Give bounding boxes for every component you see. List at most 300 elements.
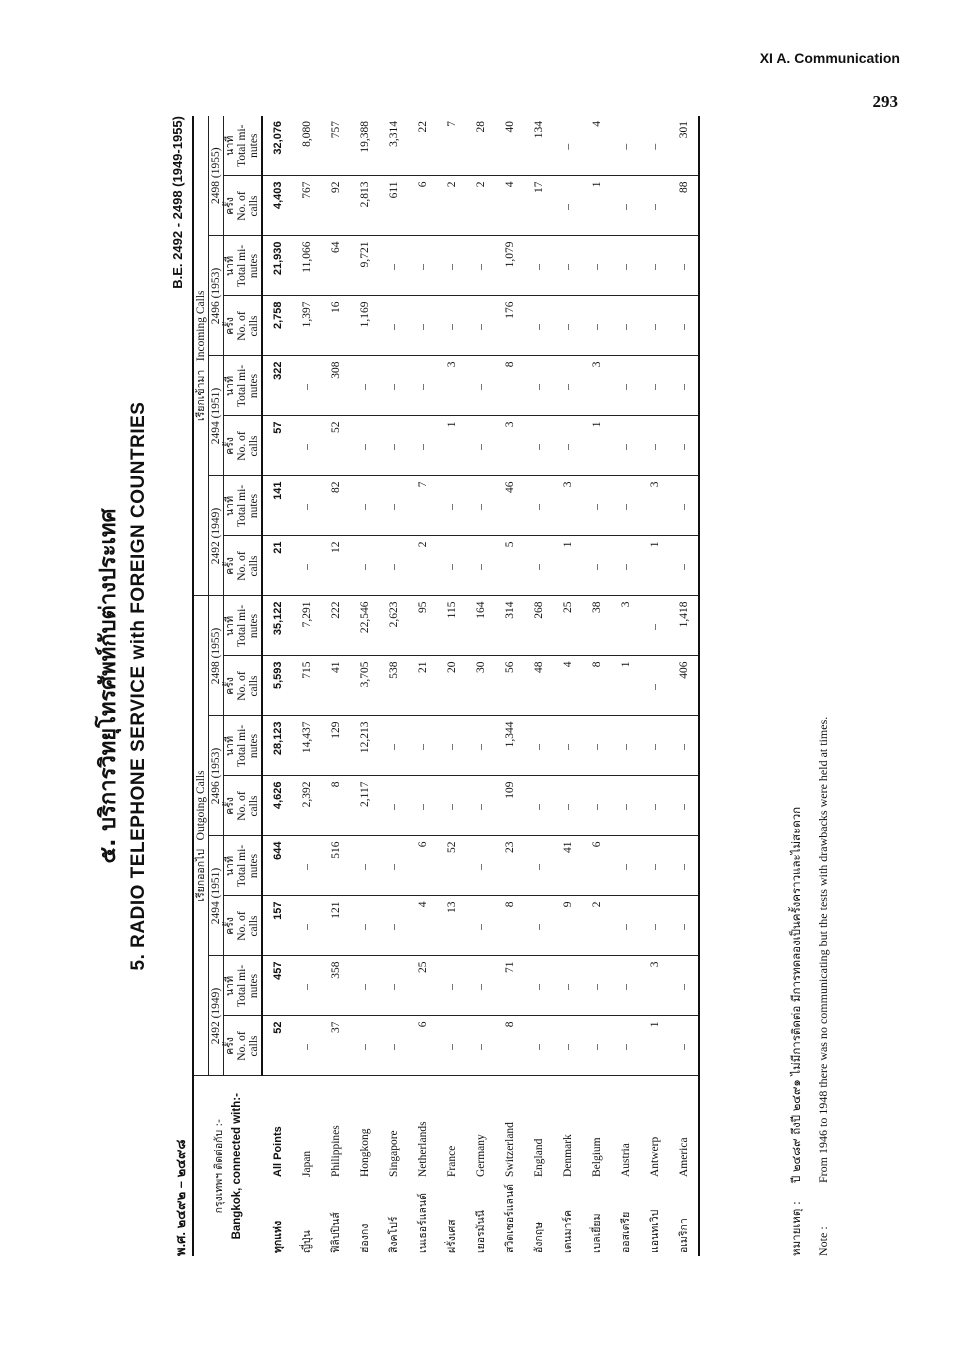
value-cell: – <box>582 1016 611 1076</box>
value-cell: 2,392 <box>292 776 321 836</box>
value-cell: – <box>611 956 640 1016</box>
value-cell: 12 <box>321 536 350 596</box>
value-cell: – <box>379 896 408 956</box>
value-cell: – <box>437 536 466 596</box>
country-name-english: All Points <box>271 1126 284 1177</box>
value-cell: – <box>350 836 379 896</box>
sub-header-calls-thai: ครั้ง <box>224 197 237 215</box>
value-cell: 406 <box>669 656 699 716</box>
section-header: XI A. Communication <box>759 50 900 66</box>
value-cell: – <box>379 476 408 536</box>
value-cell: – <box>437 776 466 836</box>
value-cell: 3 <box>495 416 524 476</box>
stub-header-thai: กรุงเทพฯ ติดต่อกับ :- <box>212 1119 225 1214</box>
stub-header <box>193 1076 262 1256</box>
value-cell: 48 <box>524 656 553 716</box>
value-cell: 38 <box>582 596 611 656</box>
table-row <box>262 116 292 1256</box>
note-text-thai: ปี ๒๔๘๙ ถึงปี ๒๔๙๑ ไม่มีการติดต่อ มีการทดลองเป็นครั้งคราวและไม่สะดวก <box>789 806 803 1183</box>
title-english <box>128 116 150 1256</box>
sub-header-calls <box>224 296 263 356</box>
country-cell <box>582 1076 611 1256</box>
sub-header-calls <box>224 1016 263 1076</box>
value-cell: – <box>466 1016 495 1076</box>
value-cell: 3 <box>640 956 669 1016</box>
value-cell: 28 <box>466 116 495 176</box>
value-cell: – <box>640 296 669 356</box>
incoming-header-english: Incoming Calls <box>195 290 207 362</box>
value-cell: – <box>524 836 553 896</box>
value-cell: – <box>408 716 437 776</box>
country-name-thai: สวิตเซอร์แลนด์ <box>504 1184 517 1253</box>
table-row <box>350 116 379 1256</box>
outgoing-header-thai: เรียกออกไป <box>195 848 207 902</box>
value-cell: – <box>553 236 582 296</box>
value-cell: – <box>524 776 553 836</box>
value-cell: – <box>466 776 495 836</box>
rotated-table-page <box>88 116 878 1256</box>
year-header: 2496 (1953) <box>209 716 224 836</box>
value-cell: 611 <box>379 176 408 236</box>
value-cell: – <box>524 1016 553 1076</box>
value-cell: – <box>640 776 669 836</box>
value-cell: – <box>611 416 640 476</box>
value-cell: 2 <box>437 176 466 236</box>
period-english: B.E. 2492 - 2498 (1949-1955) <box>170 116 185 289</box>
value-cell: 4,626 <box>262 776 292 836</box>
value-cell: 41 <box>553 836 582 896</box>
value-cell: 9,721 <box>350 236 379 296</box>
note-text-english: From 1946 to 1948 there was no communicating but the tests with drawbacks were held at times. <box>816 716 830 1183</box>
value-cell: – <box>611 296 640 356</box>
stub-header-english: Bangkok, connected with:- <box>230 1093 243 1240</box>
sub-header-calls-english: No. of calls <box>236 431 261 461</box>
value-cell: – <box>611 476 640 536</box>
value-cell: – <box>437 296 466 356</box>
incoming-header-thai: เรียกเข้ามา <box>195 369 207 421</box>
value-cell: 7 <box>437 116 466 176</box>
country-name-english: Singapore <box>388 1130 401 1177</box>
value-cell: 8 <box>582 656 611 716</box>
country-name-english: Netherlands <box>417 1121 430 1177</box>
value-cell: 2,813 <box>350 176 379 236</box>
country-cell <box>262 1076 292 1256</box>
value-cell: – <box>408 296 437 356</box>
value-cell: 13 <box>437 896 466 956</box>
value-cell: 19,388 <box>350 116 379 176</box>
country-name-english: Hongkong <box>359 1128 372 1177</box>
value-cell: 767 <box>292 176 321 236</box>
value-cell: 52 <box>262 1016 292 1076</box>
year-header: 2492 (1949) <box>209 476 224 596</box>
sub-header-calls <box>224 656 263 716</box>
value-cell: 6 <box>582 836 611 896</box>
country-name-thai: ฟิลิปปินส์ <box>330 1212 343 1253</box>
sub-header-calls-thai: ครั้ง <box>224 677 237 695</box>
value-cell: – <box>379 296 408 356</box>
value-cell: – <box>437 236 466 296</box>
value-cell: 5 <box>495 536 524 596</box>
value-cell: 88 <box>669 176 699 236</box>
value-cell: 92 <box>321 176 350 236</box>
value-cell: – <box>437 476 466 536</box>
value-cell: – <box>292 956 321 1016</box>
value-cell: – <box>553 116 582 176</box>
sub-header-calls-english: No. of calls <box>236 191 261 221</box>
value-cell: – <box>611 716 640 776</box>
country-cell <box>321 1076 350 1256</box>
country-cell <box>524 1076 553 1256</box>
value-cell: – <box>524 356 553 416</box>
value-cell: – <box>669 956 699 1016</box>
value-cell: – <box>437 1016 466 1076</box>
table-row <box>669 116 699 1256</box>
value-cell: – <box>408 776 437 836</box>
title-block <box>88 116 198 1256</box>
value-cell: 4 <box>582 116 611 176</box>
sub-header-minutes <box>224 116 263 176</box>
page-number: 293 <box>872 92 898 111</box>
country-name-thai: อังกฤษ <box>533 1221 546 1253</box>
country-name-english: Denmark <box>562 1134 575 1177</box>
outgoing-header-english: Outgoing Calls <box>195 770 207 841</box>
value-cell: – <box>408 236 437 296</box>
value-cell: 56 <box>495 656 524 716</box>
note-label-english: Note : <box>816 1226 830 1256</box>
sub-header-calls-thai: ครั้ง <box>224 1037 237 1055</box>
country-cell <box>553 1076 582 1256</box>
sub-header-minutes-thai: นาที <box>224 256 237 276</box>
sub-header-calls <box>224 776 263 836</box>
country-cell <box>611 1076 640 1256</box>
value-cell: – <box>524 896 553 956</box>
value-cell: – <box>292 896 321 956</box>
value-cell: – <box>466 416 495 476</box>
country-cell <box>437 1076 466 1256</box>
country-name-thai: อเมริกา <box>678 1218 691 1253</box>
value-cell: 1 <box>582 416 611 476</box>
country-cell <box>379 1076 408 1256</box>
value-cell: – <box>437 956 466 1016</box>
sub-header-minutes-english: Total mi- nutes <box>236 604 261 648</box>
value-cell: – <box>292 1016 321 1076</box>
table-row <box>292 116 321 1256</box>
table-row <box>437 116 466 1256</box>
value-cell: – <box>379 536 408 596</box>
sub-header-minutes-english: Total mi- nutes <box>236 964 261 1008</box>
value-cell: – <box>379 836 408 896</box>
sub-header-minutes <box>224 836 263 896</box>
value-cell: 1 <box>582 176 611 236</box>
sub-header-minutes <box>224 596 263 656</box>
title-text-thai: บริการวิทยุโทรศัพท์กับต่างประเทศ <box>96 508 121 831</box>
value-cell: – <box>466 836 495 896</box>
value-cell: – <box>350 536 379 596</box>
value-cell: 1,418 <box>669 596 699 656</box>
country-name-thai: เบลเยี่ยม <box>591 1213 604 1253</box>
year-header: 2496 (1953) <box>209 236 224 356</box>
value-cell: – <box>640 596 669 656</box>
country-name-english: Switzerland <box>504 1122 517 1177</box>
table-row <box>321 116 350 1256</box>
value-cell: – <box>350 956 379 1016</box>
sub-header-calls-english: No. of calls <box>236 1031 261 1061</box>
value-cell: 1,344 <box>495 716 524 776</box>
value-cell: 109 <box>495 776 524 836</box>
value-cell: 121 <box>321 896 350 956</box>
country-cell <box>292 1076 321 1256</box>
value-cell: – <box>408 416 437 476</box>
sub-header-calls-english: No. of calls <box>236 551 261 581</box>
value-cell: – <box>669 296 699 356</box>
value-cell: 30 <box>466 656 495 716</box>
sub-header-minutes <box>224 956 263 1016</box>
year-header: 2498 (1955) <box>209 596 224 716</box>
note-english <box>816 116 831 1256</box>
country-name-english: Germany <box>475 1134 488 1177</box>
value-cell: 1 <box>640 536 669 596</box>
value-cell: – <box>611 176 640 236</box>
value-cell: – <box>466 236 495 296</box>
value-cell: – <box>640 716 669 776</box>
value-cell: 17 <box>524 176 553 236</box>
value-cell: 358 <box>321 956 350 1016</box>
value-cell: 1,079 <box>495 236 524 296</box>
sub-header-calls-thai: ครั้ง <box>224 797 237 815</box>
value-cell: – <box>379 956 408 1016</box>
country-name-thai: ออสเตรีย <box>620 1211 633 1253</box>
value-cell: 322 <box>262 356 292 416</box>
value-cell: – <box>669 236 699 296</box>
value-cell: – <box>582 476 611 536</box>
value-cell: 644 <box>262 836 292 896</box>
value-cell: – <box>466 536 495 596</box>
value-cell: – <box>640 836 669 896</box>
value-cell: – <box>553 356 582 416</box>
country-name-thai: ฝรั่งเศส <box>446 1219 459 1253</box>
outgoing-header <box>193 596 209 1076</box>
value-cell: 32,076 <box>262 116 292 176</box>
value-cell: – <box>350 416 379 476</box>
sub-header-calls <box>224 896 263 956</box>
value-cell: 41 <box>321 656 350 716</box>
table-body <box>262 116 699 1256</box>
value-cell: – <box>408 356 437 416</box>
value-cell: 52 <box>321 416 350 476</box>
sub-header-calls-english: No. of calls <box>236 791 261 821</box>
value-cell: 134 <box>524 116 553 176</box>
value-cell: 22,546 <box>350 596 379 656</box>
year-header: 2498 (1955) <box>209 116 224 236</box>
value-cell: 9 <box>553 896 582 956</box>
value-cell: – <box>524 956 553 1016</box>
sub-header-minutes-english: Total mi- nutes <box>236 844 261 888</box>
value-cell: – <box>669 476 699 536</box>
value-cell: 23 <box>495 836 524 896</box>
value-cell: 25 <box>408 956 437 1016</box>
value-cell: – <box>640 896 669 956</box>
country-cell <box>669 1076 699 1256</box>
country-name-english: France <box>446 1145 459 1177</box>
value-cell: – <box>611 836 640 896</box>
value-cell: – <box>640 416 669 476</box>
value-cell: – <box>611 1016 640 1076</box>
value-cell: 14,437 <box>292 716 321 776</box>
sub-header-calls-thai: ครั้ง <box>224 437 237 455</box>
value-cell: 2,623 <box>379 596 408 656</box>
sub-header-calls-english: No. of calls <box>236 911 261 941</box>
sub-header-minutes-thai: นาที <box>224 376 237 396</box>
table-row <box>408 116 437 1256</box>
value-cell: 22 <box>408 116 437 176</box>
value-cell: – <box>669 1016 699 1076</box>
value-cell: 46 <box>495 476 524 536</box>
value-cell: 2,758 <box>262 296 292 356</box>
value-cell: – <box>669 416 699 476</box>
country-name-english: America <box>678 1137 691 1177</box>
value-cell: – <box>524 416 553 476</box>
country-name-thai: เยอรมันนี <box>475 1210 488 1253</box>
value-cell: 115 <box>437 596 466 656</box>
title-thai <box>90 116 125 1256</box>
country-cell <box>408 1076 437 1256</box>
sub-header-calls-thai: ครั้ง <box>224 557 237 575</box>
table-row <box>379 116 408 1256</box>
value-cell: 457 <box>262 956 292 1016</box>
country-name-thai: เดนมาร์ค <box>562 1209 575 1253</box>
table-row <box>466 116 495 1256</box>
value-cell: – <box>582 956 611 1016</box>
value-cell: 71 <box>495 956 524 1016</box>
country-name-thai: ทุกแห่ง <box>271 1220 284 1253</box>
value-cell: – <box>611 116 640 176</box>
value-cell: 5,593 <box>262 656 292 716</box>
value-cell: – <box>524 296 553 356</box>
value-cell: – <box>524 236 553 296</box>
value-cell: 82 <box>321 476 350 536</box>
value-cell: – <box>379 236 408 296</box>
value-cell: 3,314 <box>379 116 408 176</box>
country-name-english: Antwerp <box>649 1136 662 1177</box>
value-cell: 37 <box>321 1016 350 1076</box>
value-cell: – <box>524 476 553 536</box>
value-cell: – <box>379 776 408 836</box>
country-name-thai: สิงคโปร์ <box>388 1216 401 1253</box>
value-cell: 4 <box>553 656 582 716</box>
value-cell: – <box>582 716 611 776</box>
country-cell <box>640 1076 669 1256</box>
value-cell: 2 <box>408 536 437 596</box>
country-name-thai: เนเธอร์แลนด์ <box>417 1193 430 1253</box>
value-cell: 141 <box>262 476 292 536</box>
value-cell: 1 <box>640 1016 669 1076</box>
value-cell: – <box>524 536 553 596</box>
value-cell: 157 <box>262 896 292 956</box>
title-number-thai: ๕. <box>96 838 121 864</box>
value-cell: 1 <box>611 656 640 716</box>
value-cell: 21 <box>408 656 437 716</box>
country-name-english: Japan <box>301 1150 314 1177</box>
value-cell: – <box>640 176 669 236</box>
value-cell: – <box>292 416 321 476</box>
sub-header-minutes-english: Total mi- nutes <box>236 364 261 408</box>
value-cell: 12,213 <box>350 716 379 776</box>
country-name-english: Philippines <box>330 1125 343 1177</box>
value-cell: 6 <box>408 176 437 236</box>
sub-header-minutes <box>224 476 263 536</box>
notes <box>788 116 841 1256</box>
value-cell: 314 <box>495 596 524 656</box>
value-cell: – <box>379 416 408 476</box>
country-name-thai: ญี่ปุ่น <box>301 1230 314 1253</box>
value-cell: – <box>611 776 640 836</box>
value-cell: – <box>669 836 699 896</box>
value-cell: 4 <box>495 176 524 236</box>
sub-header-minutes-thai: นาที <box>224 736 237 756</box>
value-cell: 308 <box>321 356 350 416</box>
title-text-english: RADIO TELEPHONE SERVICE with FOREIGN COUNTRIES <box>128 401 149 948</box>
value-cell: 222 <box>321 596 350 656</box>
value-cell: – <box>466 716 495 776</box>
value-cell: 64 <box>321 236 350 296</box>
value-cell: 3 <box>437 356 466 416</box>
value-cell: – <box>292 356 321 416</box>
value-cell: 2 <box>466 176 495 236</box>
value-cell: – <box>350 1016 379 1076</box>
value-cell: 95 <box>408 596 437 656</box>
table-row <box>524 116 553 1256</box>
value-cell: 7,291 <box>292 596 321 656</box>
value-cell: 2,117 <box>350 776 379 836</box>
value-cell: – <box>640 656 669 716</box>
sub-header-minutes-thai: นาที <box>224 616 237 636</box>
value-cell: 715 <box>292 656 321 716</box>
table-row <box>611 116 640 1256</box>
value-cell: – <box>379 356 408 416</box>
value-cell: 4 <box>408 896 437 956</box>
value-cell: – <box>553 296 582 356</box>
value-cell: – <box>350 356 379 416</box>
value-cell: 3 <box>640 476 669 536</box>
value-cell: 8 <box>495 896 524 956</box>
value-cell: 6 <box>408 1016 437 1076</box>
value-cell: 301 <box>669 116 699 176</box>
value-cell: 757 <box>321 116 350 176</box>
note-thai <box>788 116 806 1256</box>
value-cell: 516 <box>321 836 350 896</box>
value-cell: 40 <box>495 116 524 176</box>
value-cell: 1 <box>553 536 582 596</box>
country-cell <box>350 1076 379 1256</box>
country-name-english: Austria <box>620 1143 633 1177</box>
value-cell: 52 <box>437 836 466 896</box>
country-name-thai: ฮ่องกง <box>359 1223 372 1253</box>
value-cell: – <box>582 296 611 356</box>
value-cell: – <box>640 236 669 296</box>
sub-header-calls-thai: ครั้ง <box>224 317 237 335</box>
value-cell: – <box>292 536 321 596</box>
value-cell: – <box>669 896 699 956</box>
value-cell: – <box>437 716 466 776</box>
sub-header-minutes <box>224 236 263 296</box>
value-cell: – <box>466 356 495 416</box>
value-cell: – <box>466 296 495 356</box>
value-cell: 16 <box>321 296 350 356</box>
sub-header-minutes-english: Total mi- nutes <box>236 724 261 768</box>
value-cell: 25 <box>553 596 582 656</box>
table-row <box>582 116 611 1256</box>
value-cell: – <box>553 176 582 236</box>
